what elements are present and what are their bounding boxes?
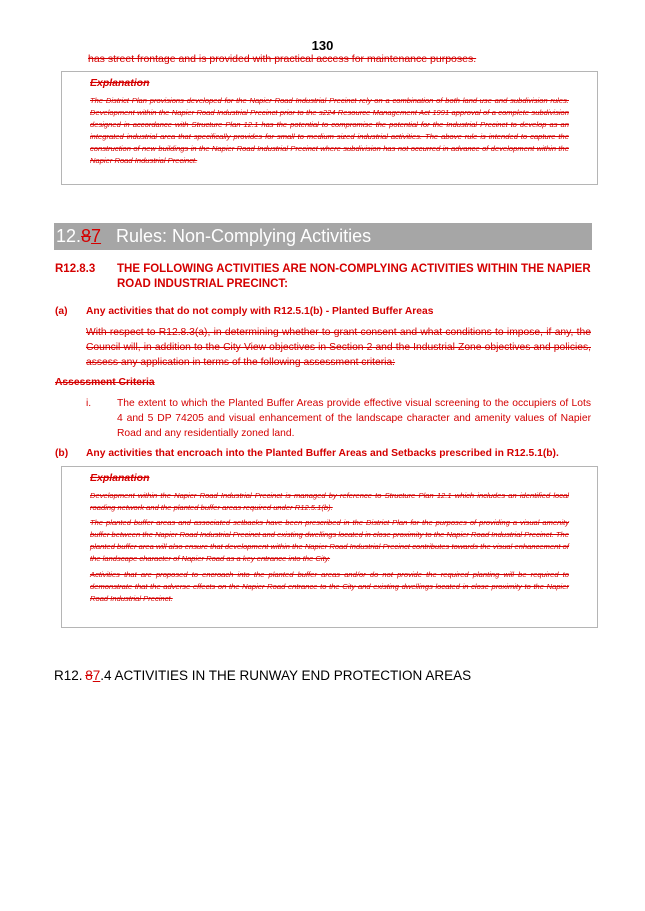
subheading-inserted-digit: 7 bbox=[92, 668, 101, 683]
criterion-label: i. bbox=[86, 398, 92, 409]
item-label: (b) bbox=[55, 448, 69, 459]
explanation-box-1 bbox=[61, 71, 598, 185]
page-number: 130 bbox=[311, 38, 334, 53]
deleted-text-line: has street frontage and is provided with practical access for maintenance purposes. bbox=[88, 53, 477, 65]
rule-title: THE FOLLOWING ACTIVITIES ARE NON-COMPLYING ACTIVITIES WITHIN THE NAPIER ROAD INDUSTRIAL PRECINCT: bbox=[117, 263, 591, 290]
item-a-paragraph: With respect to R12.8.3(a), in determining whether to grant consent and what conditions to impose, if any, the Council will, in addition to the City View objectives in Section 2 and the Industrial Zone objectives and policies, assess any application in terms of the following assessment criteria: bbox=[86, 327, 591, 368]
section-number-inserted-digit: 7 bbox=[91, 226, 102, 246]
explanation-paragraph: The District Plan provisions developed for the Napier Road Industrial Precinct rely on a combination of both land-use and subdivision rules. Development within the Napier Road Industrial Precinct prior to the s224 Resource Management Act 1991 approval of a complete subdivision designed in accordance with Structure Plan 12.1 has the potential to compromise the potential for the Industrial Precinct to develop as an integrated industrial area that specifically provides for small to medium sized industrial activities. The above rule is intended to capture the construction of new buildings in the Napier Road Industrial Precinct where subdivision has not occurred in advance of development within the Napier Road Industrial Precinct. bbox=[90, 96, 569, 166]
subheading-prefix: R12. bbox=[54, 668, 83, 683]
explanation-box-2 bbox=[61, 466, 598, 628]
assessment-criteria-heading: Assessment Criteria bbox=[55, 377, 155, 388]
section-title: Rules: Non-Complying Activities bbox=[116, 226, 372, 246]
section-number bbox=[56, 223, 101, 250]
section-heading-bar bbox=[54, 223, 592, 250]
criterion-text: The extent to which the Planted Buffer Areas provide effective visual screening to the occupiers of Lots 4 and 5 DP 74205 and visual enhancement of the landscape character and amenity values of Napier Road and any residentially zoned land. bbox=[117, 398, 591, 439]
section-number-deleted-digit: 8 bbox=[81, 226, 92, 246]
section-number-prefix: 12. bbox=[56, 226, 82, 246]
rule-subheading bbox=[54, 667, 471, 684]
explanation-paragraph: Development within the Napier Road Industrial Precinct is managed by reference to Structure Plan 12.1 which includes an identified local roading network and the planted buffer areas required under R12.5.1(b). bbox=[90, 491, 569, 513]
item-text: Any activities that encroach into the Planted Buffer Areas and Setbacks prescribed in R12.5.1(b). bbox=[86, 448, 559, 459]
explanation-paragraph: The planted buffer areas and associated setbacks have been prescribed in the District Plan for the purposes of providing a visual amenity buffer between the Napier Road Industrial Precinct and existing dwellings located in close proximity to the Napier Road Industrial Precinct. The planted buffer area will also ensure that development within the Napier Road Industrial Precinct contributes towards the visual enhancement of the landscape character of Napier Road as a key entrance into the City. bbox=[90, 518, 569, 564]
subheading-deleted-digit: 8 bbox=[85, 668, 93, 683]
explanation-title: Explanation bbox=[90, 472, 150, 484]
rule-number: R12.8.3 bbox=[55, 263, 96, 275]
item-text: Any activities that do not comply with R12.5.1(b) - Planted Buffer Areas bbox=[86, 306, 434, 317]
subheading-title: .4 ACTIVITIES IN THE RUNWAY END PROTECTION AREAS bbox=[100, 668, 472, 683]
explanation-title: Explanation bbox=[90, 77, 150, 89]
item-label: (a) bbox=[55, 306, 68, 317]
explanation-paragraph: Activities that are proposed to encroach into the planted buffer areas and/or do not provide the required planting will be required to demonstrate that the adverse effects on the Napier Road entrance to the City and existing dwellings located in close proximity to the Napier Road Industrial Precinct. bbox=[90, 569, 569, 603]
